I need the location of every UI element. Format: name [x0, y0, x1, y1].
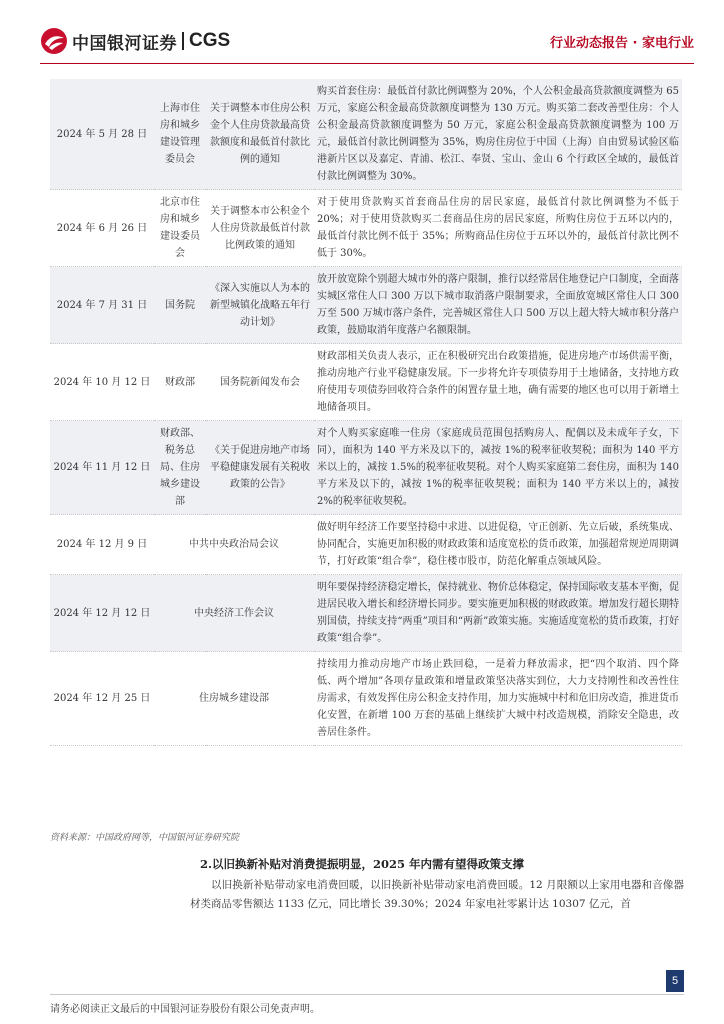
- row-org: 财政部、税务总局、住房城乡建设部: [154, 421, 206, 515]
- table-row: [50, 421, 682, 515]
- table-row: [50, 267, 682, 344]
- brand-logo: [40, 26, 230, 56]
- row-date: 2024 年 7 月 31 日: [50, 267, 154, 344]
- row-date: 2024 年 12 月 25 日: [50, 652, 154, 746]
- brand-separator: [182, 32, 184, 50]
- row-date: 2024 年 6 月 26 日: [50, 190, 154, 267]
- row-date: 2024 年 10 月 12 日: [50, 344, 154, 421]
- row-date: 2024 年 12 月 9 日: [50, 515, 154, 575]
- table-row: [50, 652, 682, 746]
- row-content: 财政部相关负责人表示，正在积极研究出台政策措施，促进房地产市场供需平衡，推动房地产行业平稳健康发展。下一步将允许专项债券用于土地储备，支持地方政府使用专项债券回收符合条件的闲置存量土地，确有需要的地区也可以用于新增土地储备项目。: [314, 344, 682, 421]
- section-title: 2.以旧换新补贴对消费提振明显，2025 年内需有望得政策支撑: [199, 857, 524, 871]
- page-number: 5: [666, 970, 684, 992]
- footer-disclaimer: 请务必阅读正文最后的中国银河证券股份有限公司免责声明。: [50, 1004, 320, 1015]
- brand-name-cn: 中国银河证券: [72, 33, 177, 54]
- table-row: [50, 575, 682, 652]
- row-date: 2024 年 5 月 28 日: [50, 79, 154, 190]
- table-row: [50, 190, 682, 267]
- row-org: 财政部: [154, 344, 206, 421]
- row-doc: 《关于促进房地产市场平稳健康发展有关税收政策的公告》: [206, 421, 314, 515]
- row-content: 对于使用贷款购买首套商品住房的居民家庭，最低首付款比例调整为不低于 20%；对于使用贷款购买二套商品住房的居民家庭，所购住房位于五环以内的，最低首付款比例不低于 35%；所购商品住房位于五环以外的，最低首付款比例不低于 30%。: [314, 190, 682, 267]
- report-type: 行业动态报告 · 家电行业: [550, 36, 694, 51]
- row-doc: 关于调整本市住房公积金个人住房贷款最高贷款额度和最低首付款比例的通知: [206, 79, 314, 190]
- row-content: 对个人购买家庭唯一住房（家庭成员范围包括购房人、配偶以及未成年子女，下同），面积为 140 平方米及以下的，减按 1%的税率征收契税；面积为 140 平方米以上的，减按 1.5%的税率征收契税。对个人购买家庭第二套住房，面积为 140 平方米及以下的，减按 1%的税率征收契税；面积为 140 平方米以上的，减按 2%的税率征收契税。: [314, 421, 682, 515]
- table-source-note: 资料来源：中国政府网等，中国银河证券研究院: [50, 833, 240, 843]
- row-content: 做好明年经济工作要坚持稳中求进、以进促稳，守正创新、先立后破，系统集成、协同配合，实施更加积极的财政政策和适度宽松的货币政策，加强超常规逆周期调节，打好政策“组合拳”，稳住楼市股市，防范化解重点领域风险。: [314, 515, 682, 575]
- row-org: 住房城乡建设部: [154, 652, 314, 746]
- brand-logo-icon: [40, 27, 68, 55]
- brand-name-en: CGS: [189, 30, 231, 51]
- row-doc: 《深入实施以人为本的新型城镇化战略五年行动计划》: [206, 267, 314, 344]
- body-paragraph: 以旧换新补贴带动家电消费回暖，以旧换新补贴带动家电消费回暖。12 月限额以上家用电器和音像器材类商品零售额达 1133 亿元，同比增长 39.30%；2024 年家电社零累计达 10307 亿元，首: [190, 879, 684, 910]
- row-org: 国务院: [154, 267, 206, 344]
- table-row: [50, 79, 682, 190]
- header-divider: [40, 63, 694, 64]
- footer-divider: [50, 994, 684, 995]
- row-doc: 国务院新闻发布会: [206, 344, 314, 421]
- row-content: 明年要保持经济稳定增长，保持就业、物价总体稳定，保持国际收支基本平衡，促进居民收入增长和经济增长同步。要实施更加积极的财政政策。增加发行超长期特别国债，持续支持“两重”项目和“两新”政策实施。实施适度宽松的货币政策，打好政策“组合拳”。: [314, 575, 682, 652]
- row-content: 持续用力推动房地产市场止跌回稳，一是着力释放需求，把“四个取消、四个降低、两个增加”各项存量政策和增量政策坚决落实到位，大力支持刚性和改善性住房需求，有效发挥住房公积金支持作用，加力实施城中村和危旧房改造，推进货币化安置，在新增 100 万套的基础上继续扩大城中村改造规模，消除安全隐患，改善居住条件。: [314, 652, 682, 746]
- row-org: 上海市住房和城乡建设管理委员会: [154, 79, 206, 190]
- row-content: 购买首套住房：最低首付款比例调整为 20%，个人公积金最高贷款额度调整为 65 万元，家庭公积金最高贷款额度调整为 130 万元。购买第二套改善型住房：个人公积金最高贷款额度调整为 50 万元，家庭公积金最高贷款额度调整为 100 万元，最低首付款比例调整为 35%，购房住房位于中国（上海）自由贸易试验区临港新片区以及嘉定、青浦、松江、奉贤、宝山、金山 6 个行政区全域的，最低首付款比例调整为 30%。: [314, 79, 682, 190]
- row-date: 2024 年 12 月 12 日: [50, 575, 154, 652]
- table-row: [50, 515, 682, 575]
- row-org: 中央经济工作会议: [154, 575, 314, 652]
- row-org: 北京市住房和城乡建设委员会: [154, 190, 206, 267]
- row-doc: 关于调整本市公积金个人住房贷款最低首付款比例政策的通知: [206, 190, 314, 267]
- row-org: 中共中央政治局会议: [154, 515, 314, 575]
- policy-table: [50, 79, 682, 746]
- page-header: [40, 26, 694, 58]
- row-date: 2024 年 11 月 12 日: [50, 421, 154, 515]
- table-row: [50, 344, 682, 421]
- row-content: 放开放宽除个别超大城市外的落户限制，推行以经常居住地登记户口制度，全面落实城区常住人口 300 万以下城市取消落户限制要求，全面放宽城区常住人口 300 万至 500 万城市落户条件，完善城区常住人口 500 万以上超大特大城市积分落户政策，鼓励取消年度落户名额限制。: [314, 267, 682, 344]
